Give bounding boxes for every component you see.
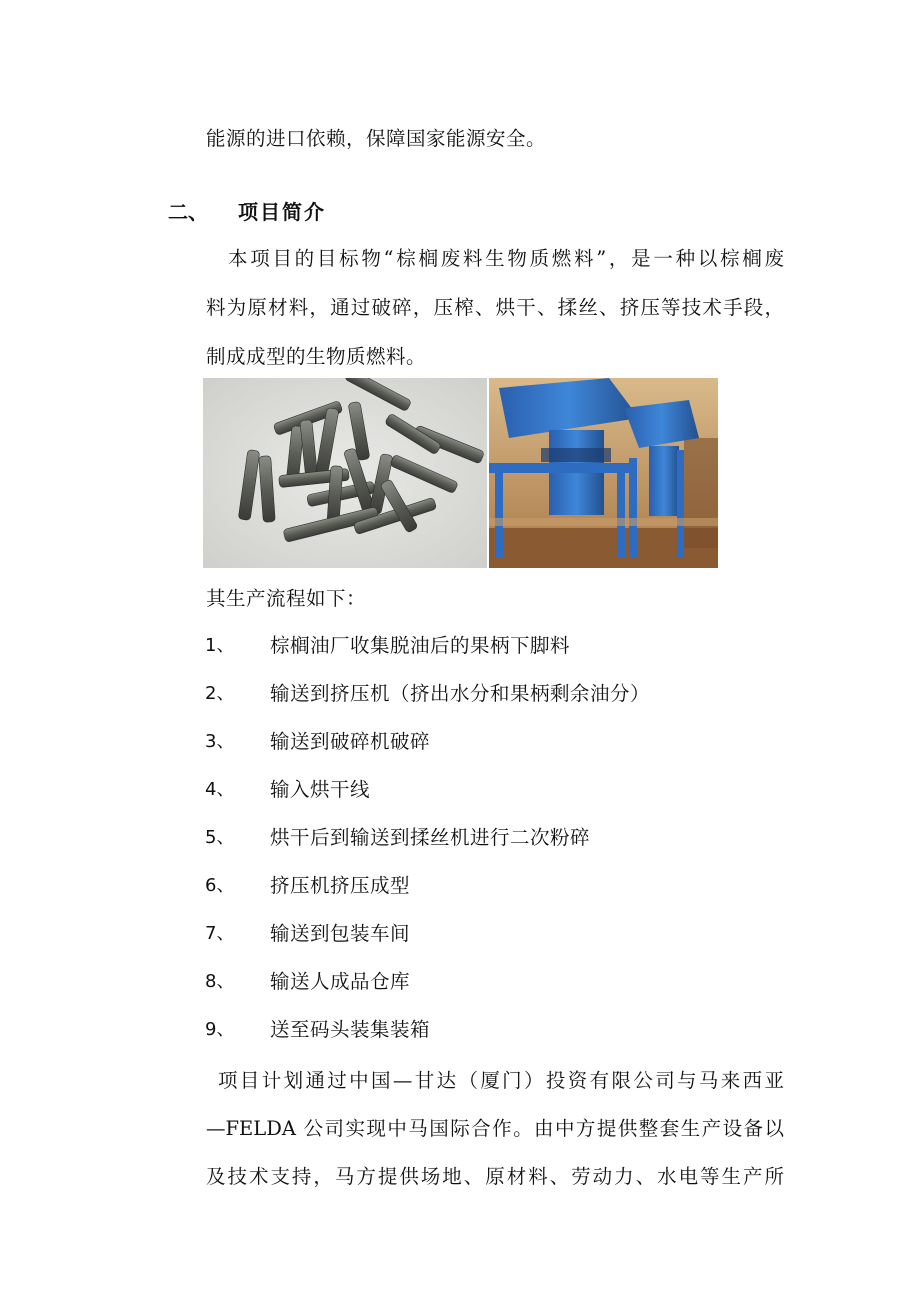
- intro-paragraph-line-2: 料为原材料，通过破碎，压榨、烘干、揉丝、挤压等技术手段，: [206, 296, 784, 319]
- step-number: 7、: [205, 923, 235, 944]
- intro-paragraph-line-1: 本项目的目标物“棕榈废料生物质燃料”，是一种以棕榈废: [228, 247, 784, 270]
- section-title: 项目简介: [238, 200, 326, 224]
- cooperation-line-1: 项目计划通过中国—甘达（厦门）投资有限公司与马来西亚: [218, 1069, 784, 1092]
- cooperation-line-2: —FELDA 公司实现中马国际合作。由中方提供整套生产设备以: [206, 1117, 784, 1140]
- step-number: 5、: [205, 827, 235, 848]
- machine-image: [489, 378, 718, 568]
- section-number: 二、: [168, 200, 208, 224]
- intro-tail-text: 能源的进口依赖，保障国家能源安全。: [206, 127, 547, 150]
- process-intro: 其生产流程如下：: [206, 587, 367, 610]
- step-number: 4、: [205, 779, 235, 800]
- step-text: 棕榈油厂收集脱油后的果柄下脚料: [270, 634, 571, 657]
- step-number: 3、: [205, 731, 235, 752]
- step-text: 输入烘干线: [270, 778, 371, 801]
- fuel-sticks-image: [203, 378, 487, 568]
- intro-paragraph-line-3: 制成成型的生物质燃料。: [206, 345, 427, 368]
- step-text: 输送到包装车间: [270, 922, 411, 945]
- step-text: 挤压机挤压成型: [270, 874, 411, 897]
- step-text: 输送到破碎机破碎: [270, 730, 431, 753]
- step-number: 2、: [205, 683, 235, 704]
- machine-photo: [489, 378, 718, 568]
- step-number: 8、: [205, 971, 235, 992]
- step-number: 9、: [205, 1019, 235, 1040]
- step-text: 送至码头装集装箱: [270, 1018, 431, 1041]
- step-number: 6、: [205, 875, 235, 896]
- fuel-sticks-photo: [203, 378, 487, 568]
- step-text: 输送到挤压机（挤出水分和果柄剩余油分）: [270, 682, 651, 705]
- step-number: 1、: [205, 635, 235, 656]
- cooperation-line-3: 及技术支持，马方提供场地、原材料、劳动力、水电等生产所: [206, 1165, 784, 1188]
- step-text: 输送人成品仓库: [270, 970, 411, 993]
- step-text: 烘干后到输送到揉丝机进行二次粉碎: [270, 826, 591, 849]
